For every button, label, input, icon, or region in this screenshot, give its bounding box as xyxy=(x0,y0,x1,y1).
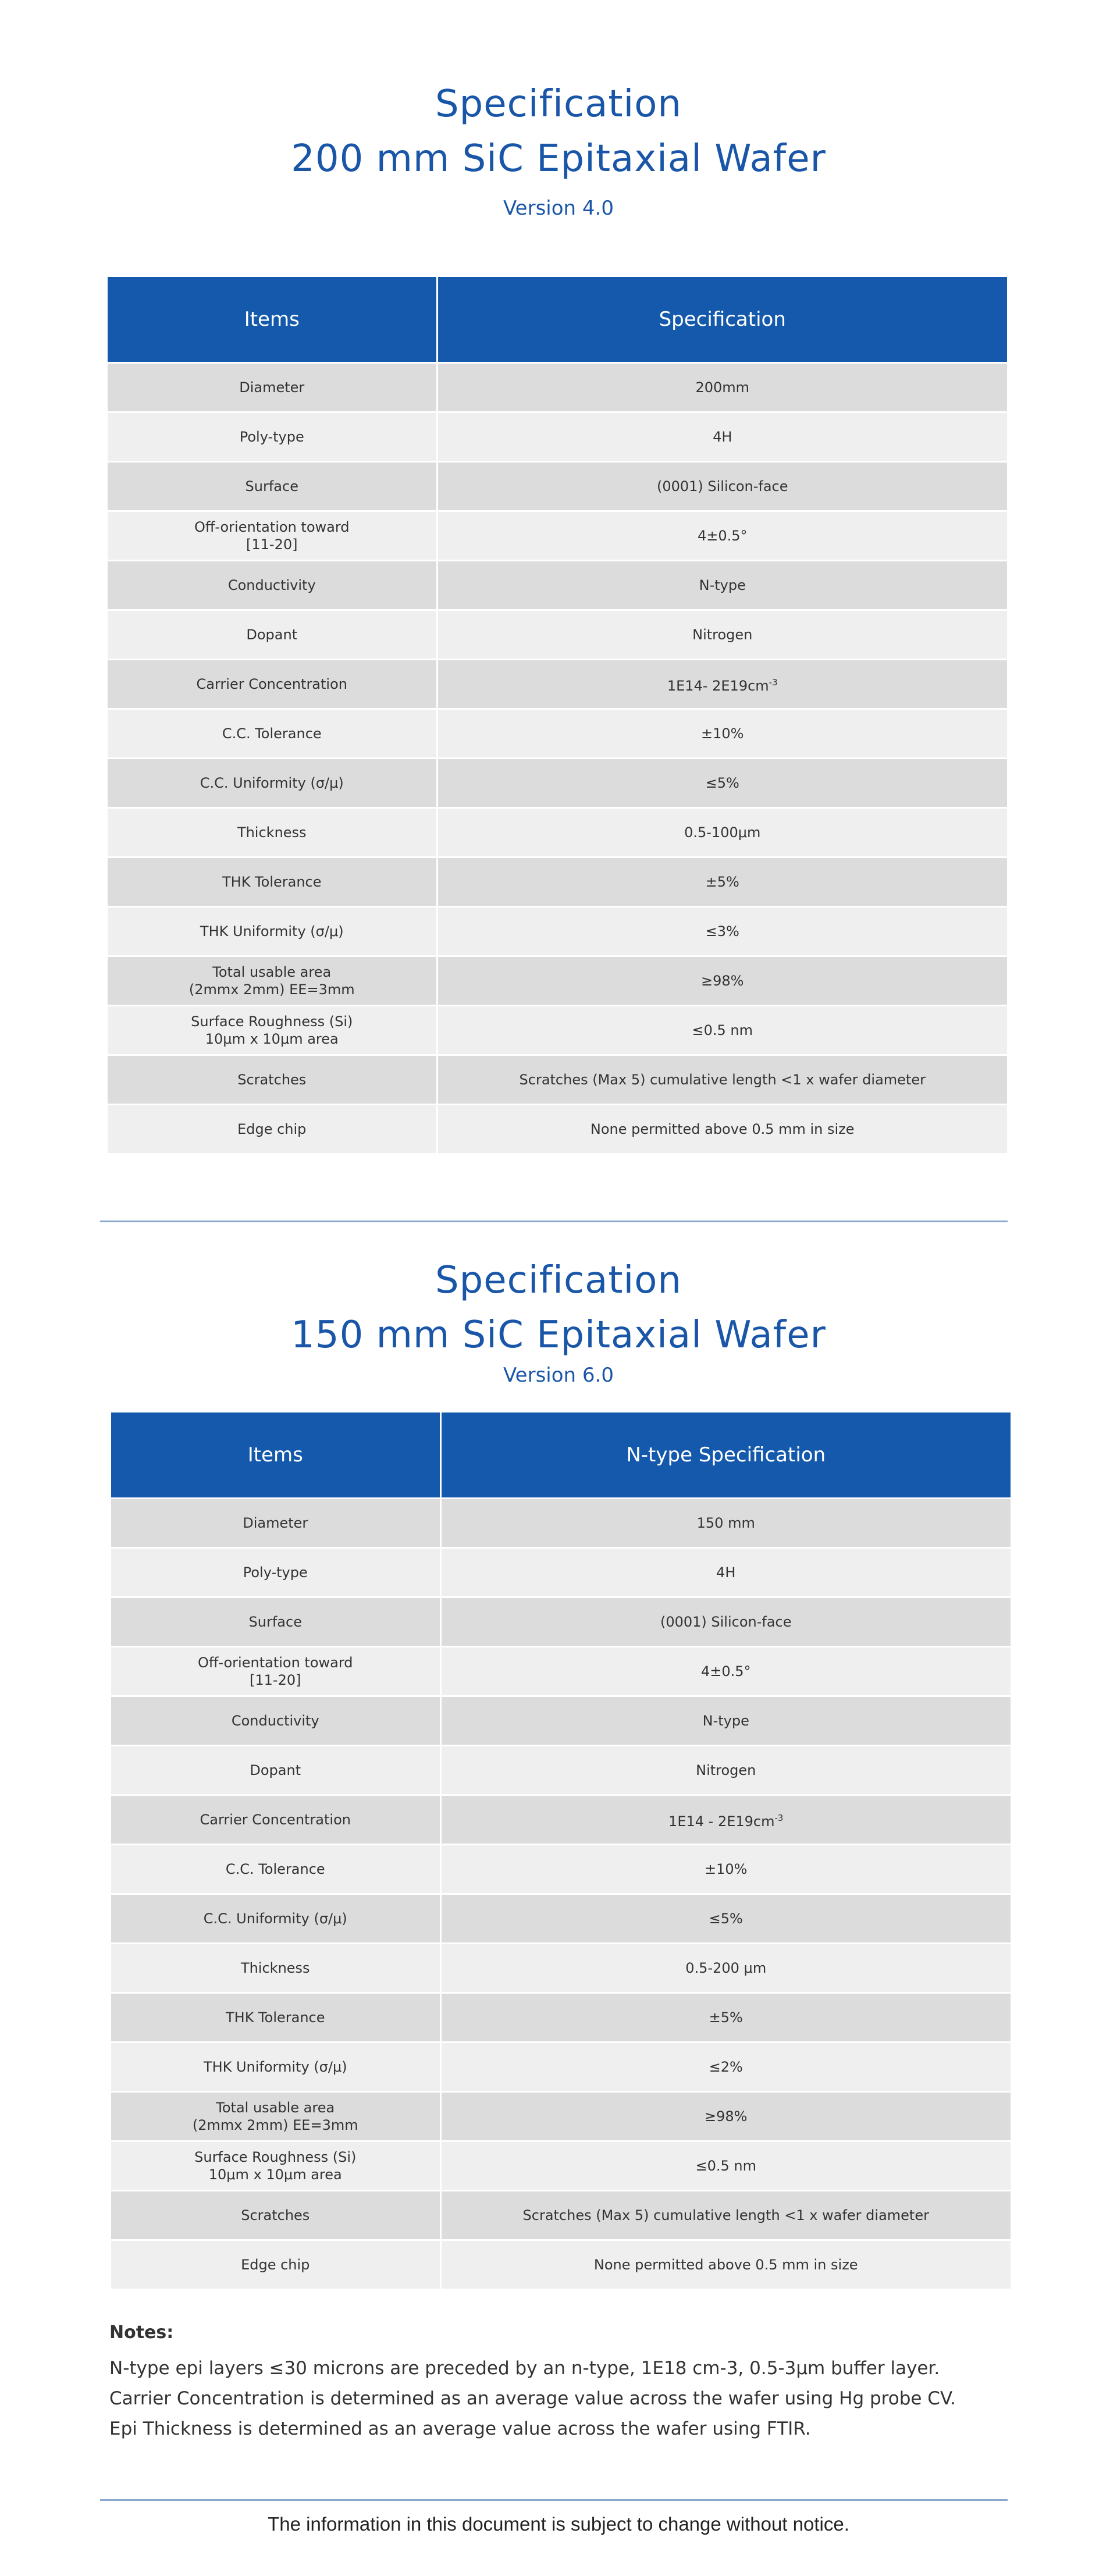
spec150-version: Version 6.0 xyxy=(503,1364,614,1387)
row-label xyxy=(111,1993,440,2043)
row-value xyxy=(437,610,1007,660)
table-row xyxy=(111,1499,1011,1548)
row-value xyxy=(440,2141,1011,2191)
row-label xyxy=(108,610,437,660)
row-label-text: THK Uniformity (σ/μ) xyxy=(200,923,344,940)
row-value xyxy=(440,1795,1011,1845)
row-value-text: None permitted above 0.5 mm in size xyxy=(593,2257,858,2273)
row-label xyxy=(108,660,437,709)
table-row xyxy=(111,2043,1011,2092)
row-label xyxy=(111,2191,440,2240)
row-value-text: 4H xyxy=(713,429,732,445)
row-value xyxy=(440,1894,1011,1944)
row-label xyxy=(108,759,437,808)
row-label xyxy=(108,1105,437,1154)
row-value-text: Nitrogen xyxy=(696,1762,756,1778)
row-value-text: ±10% xyxy=(701,725,744,742)
spec200-title-line1: Specification xyxy=(435,83,682,126)
row-label xyxy=(111,1597,440,1647)
table-row xyxy=(108,1105,1007,1154)
spec200-title-line2: 200 mm SiC Epitaxial Wafer xyxy=(291,137,826,180)
row-value xyxy=(440,1944,1011,1993)
row-label-text: Diameter xyxy=(243,1515,308,1531)
row-value xyxy=(437,709,1007,759)
row-value xyxy=(440,1548,1011,1597)
table-row xyxy=(108,1055,1007,1105)
table-row xyxy=(111,1795,1011,1845)
row-value xyxy=(437,956,1007,1006)
row-value-superscript: -3 xyxy=(769,677,778,688)
row-value xyxy=(440,1746,1011,1795)
row-value xyxy=(437,511,1007,561)
table-row xyxy=(108,858,1007,907)
table-row xyxy=(108,1006,1007,1055)
row-value xyxy=(437,561,1007,610)
row-label-text: Surface xyxy=(245,478,298,494)
row-value-text: ≤0.5 nm xyxy=(692,1022,753,1038)
row-value-text: ≤5% xyxy=(705,775,739,791)
row-label xyxy=(108,561,437,610)
row-label-text: Thickness xyxy=(240,1960,310,1976)
row-value-text: Scratches (Max 5) cumulative length <1 x wafer diameter xyxy=(519,1072,926,1088)
row-label xyxy=(108,808,437,858)
row-value xyxy=(437,808,1007,858)
row-value xyxy=(437,363,1007,412)
row-value-text: (0001) Silicon-face xyxy=(660,1614,792,1630)
row-value-text: N-type xyxy=(702,1713,749,1729)
row-label xyxy=(108,1055,437,1105)
row-label xyxy=(108,412,437,462)
row-label-text: Carrier Concentration xyxy=(196,676,347,692)
row-value-text: 200mm xyxy=(695,379,750,396)
table-row xyxy=(108,956,1007,1006)
spec150-header-items: Items xyxy=(111,1412,440,1499)
table-row xyxy=(108,561,1007,610)
row-value-text: ≤3% xyxy=(705,923,739,940)
row-label-text: Total usable area (2mmx 2mm) EE=3mm xyxy=(192,2100,358,2133)
row-label xyxy=(108,907,437,956)
row-value xyxy=(440,1845,1011,1894)
row-value-text: ≤5% xyxy=(709,1910,743,1927)
table-row xyxy=(111,1845,1011,1894)
row-label xyxy=(108,462,437,511)
row-label-text: C.C. Tolerance xyxy=(222,725,322,742)
table-row xyxy=(108,660,1007,709)
row-value xyxy=(437,858,1007,907)
table-row xyxy=(111,1696,1011,1746)
row-label-text: Diameter xyxy=(239,379,305,396)
row-value xyxy=(437,660,1007,709)
spec200-title-block xyxy=(0,77,1117,220)
row-label-text: Edge chip xyxy=(237,1121,307,1137)
row-label-text: Total usable area (2mmx 2mm) EE=3mm xyxy=(188,964,355,998)
row-value-text: 0.5-100μm xyxy=(684,824,761,841)
row-value xyxy=(440,2191,1011,2240)
row-value-text: ≥98% xyxy=(701,973,744,989)
notes-title: Notes: xyxy=(109,2322,174,2343)
row-label-text: Thickness xyxy=(237,824,307,841)
table-row xyxy=(111,1894,1011,1944)
row-label xyxy=(108,956,437,1006)
spec150-table xyxy=(111,1412,1011,2289)
row-value xyxy=(437,1105,1007,1154)
row-value-text: 150 mm xyxy=(696,1515,755,1531)
row-value-text: 4±0.5° xyxy=(700,1663,751,1680)
row-value xyxy=(437,759,1007,808)
row-label xyxy=(111,1696,440,1746)
row-label-text: Surface xyxy=(248,1614,302,1630)
row-value-text: ±5% xyxy=(705,874,739,890)
row-label-text: Scratches xyxy=(241,2207,310,2223)
spec200-body xyxy=(108,363,1007,1154)
table-row xyxy=(111,1647,1011,1696)
table-row xyxy=(108,363,1007,412)
table-row xyxy=(111,1944,1011,1993)
row-value-text: Nitrogen xyxy=(692,627,753,643)
spec200-table xyxy=(108,277,1007,1153)
row-value xyxy=(437,462,1007,511)
spec150-header-row xyxy=(111,1412,1011,1499)
row-value-text: ±5% xyxy=(709,2009,743,2026)
row-value-superscript: -3 xyxy=(774,1813,784,1823)
row-value xyxy=(440,1597,1011,1647)
row-label xyxy=(111,1647,440,1696)
table-row xyxy=(111,1548,1011,1597)
row-label-text: THK Tolerance xyxy=(225,2009,325,2026)
row-label-text: Edge chip xyxy=(241,2257,310,2273)
row-label-text: C.C. Uniformity (σ/μ) xyxy=(200,775,344,791)
table-row xyxy=(108,462,1007,511)
row-label xyxy=(108,709,437,759)
row-label-text: Off-orientation toward [11-20] xyxy=(197,1655,353,1688)
row-value xyxy=(440,2043,1011,2092)
table-row xyxy=(111,2191,1011,2240)
row-label xyxy=(111,1795,440,1845)
row-value xyxy=(440,1647,1011,1696)
row-value-text: (0001) Silicon-face xyxy=(656,478,788,494)
row-value-text: None permitted above 0.5 mm in size xyxy=(590,1121,855,1137)
row-value xyxy=(437,1006,1007,1055)
row-label xyxy=(108,1006,437,1055)
table-row xyxy=(111,2240,1011,2289)
row-label xyxy=(111,1548,440,1597)
row-label-text: Conductivity xyxy=(227,577,316,593)
spec200-version: Version 4.0 xyxy=(503,197,614,220)
row-label-text: Off-orientation toward [11-20] xyxy=(194,519,350,553)
row-value-text: ≤0.5 nm xyxy=(695,2158,756,2174)
row-label xyxy=(111,1499,440,1548)
row-label xyxy=(111,2092,440,2141)
spec200-header-items: Items xyxy=(108,277,437,363)
row-label-text: C.C. Uniformity (σ/μ) xyxy=(203,1910,347,1927)
row-value-text: Scratches (Max 5) cumulative length <1 x wafer diameter xyxy=(522,2207,929,2223)
row-label-text: Carrier Concentration xyxy=(200,1812,351,1828)
table-row xyxy=(108,808,1007,858)
row-label xyxy=(111,2240,440,2289)
row-label xyxy=(108,858,437,907)
row-value xyxy=(440,2240,1011,2289)
row-label-text: Dopant xyxy=(250,1762,301,1778)
row-label-text: Surface Roughness (Si) 10μm x 10μm area xyxy=(191,1013,353,1047)
row-label-text: THK Tolerance xyxy=(222,874,322,890)
row-label xyxy=(111,1746,440,1795)
table-row xyxy=(108,709,1007,759)
row-value xyxy=(437,412,1007,462)
table-row xyxy=(111,2092,1011,2141)
row-label-text: Conductivity xyxy=(231,1713,319,1729)
row-label xyxy=(111,2141,440,2191)
table-row xyxy=(111,1746,1011,1795)
row-label-text: Poly-type xyxy=(243,1564,308,1581)
footer-notice: The information in this document is subject to change without notice. xyxy=(268,2513,849,2535)
spec150-title-block xyxy=(0,1253,1117,1387)
row-value-text: 1E14- 2E19cm xyxy=(667,678,769,694)
row-value xyxy=(437,907,1007,956)
section-divider xyxy=(100,1221,1008,1222)
row-value xyxy=(437,1055,1007,1105)
table-row xyxy=(108,907,1007,956)
row-value-text: ±10% xyxy=(705,1861,748,1877)
row-value-text: N-type xyxy=(699,577,746,593)
spec150-body xyxy=(111,1499,1011,2289)
row-label xyxy=(111,2043,440,2092)
table-row xyxy=(111,1597,1011,1647)
row-value-text: 0.5-200 μm xyxy=(685,1960,767,1976)
table-row xyxy=(108,610,1007,660)
row-label xyxy=(108,511,437,561)
row-label-text: THK Uniformity (σ/μ) xyxy=(203,2059,347,2075)
spec150-header-spec: N-type Specification xyxy=(440,1412,1011,1499)
row-label xyxy=(111,1944,440,1993)
table-row xyxy=(108,759,1007,808)
row-label-text: Surface Roughness (Si) 10μm x 10μm area xyxy=(194,2149,357,2183)
row-label xyxy=(111,1845,440,1894)
spec200-header-row xyxy=(108,277,1007,363)
notes-line: Carrier Concentration is determined as an average value across the wafer using Hg probe CV. xyxy=(109,2388,956,2409)
row-label-text: Scratches xyxy=(237,1072,307,1088)
table-row xyxy=(111,2141,1011,2191)
row-value-text: 4H xyxy=(716,1564,736,1581)
notes-line: N-type epi layers ≤30 microns are preceded by an n-type, 1E18 cm-3, 0.5-3μm buffer layer. xyxy=(109,2358,940,2379)
row-value-text: 1E14 - 2E19cm xyxy=(668,1813,775,1830)
table-row xyxy=(111,1993,1011,2043)
row-value xyxy=(440,1499,1011,1548)
row-value xyxy=(440,1696,1011,1746)
spec200-header-spec: Specification xyxy=(437,277,1007,363)
table-row xyxy=(108,511,1007,561)
row-label xyxy=(111,1894,440,1944)
notes-section xyxy=(109,2322,1017,2444)
row-label-text: C.C. Tolerance xyxy=(225,1861,325,1877)
table-row xyxy=(108,412,1007,462)
row-value xyxy=(440,1993,1011,2043)
notes-line: Epi Thickness is determined as an average value across the wafer using FTIR. xyxy=(109,2418,811,2439)
spec150-title-line2: 150 mm SiC Epitaxial Wafer xyxy=(291,1314,826,1357)
row-value-text: 4±0.5° xyxy=(697,528,748,544)
row-label-text: Dopant xyxy=(246,627,298,643)
row-label-text: Poly-type xyxy=(239,429,304,445)
row-value-text: ≥98% xyxy=(705,2108,748,2125)
row-value xyxy=(440,2092,1011,2141)
footer-divider xyxy=(100,2499,1008,2501)
row-label xyxy=(108,363,437,412)
spec150-title-line1: Specification xyxy=(435,1259,682,1302)
row-value-text: ≤2% xyxy=(709,2059,743,2075)
